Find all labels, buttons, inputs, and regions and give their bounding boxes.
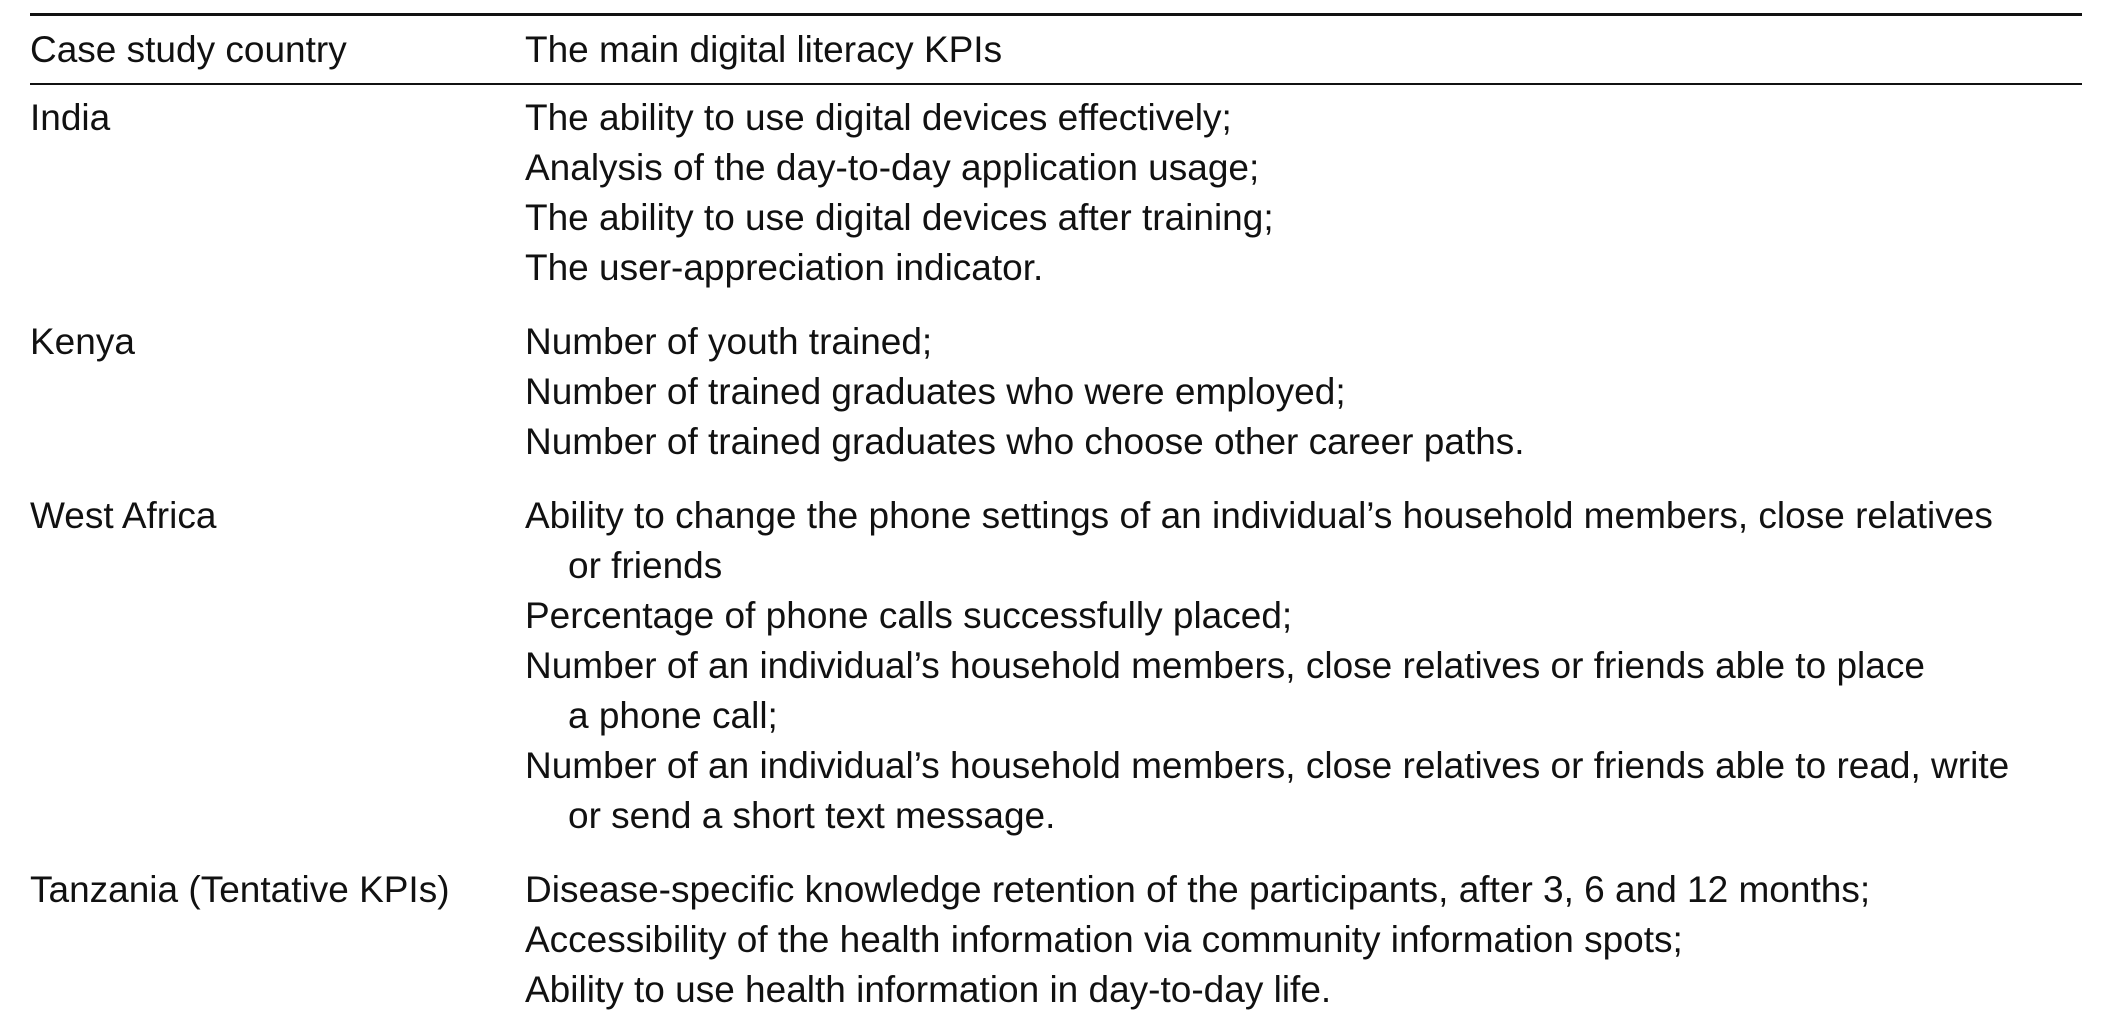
kpi-line: The ability to use digital devices after training; xyxy=(525,197,1274,238)
kpi-line: Analysis of the day-to-day application usage; xyxy=(525,147,1260,188)
kpi-line: Number of an individual’s household members, close relatives or friends able to place xyxy=(525,645,1925,686)
kpi-line: Accessibility of the health information via community information spots; xyxy=(525,919,1683,960)
kpi-cell xyxy=(525,317,2082,467)
table-header-row xyxy=(30,16,2082,83)
kpi-line: Number of an individual’s household members, close relatives or friends able to read, write xyxy=(525,745,2010,786)
country-cell: India xyxy=(30,97,111,138)
header-case-study-country: Case study country xyxy=(30,28,347,70)
kpi-cell xyxy=(525,491,2082,841)
table-row xyxy=(30,491,2082,841)
table-row xyxy=(30,317,2082,467)
kpi-line: Ability to use health information in day-to-day life. xyxy=(525,969,1332,1010)
kpi-cell xyxy=(525,93,2082,293)
country-cell: Kenya xyxy=(30,321,135,362)
kpi-table xyxy=(30,13,2082,1015)
table-body xyxy=(30,93,2082,1015)
header-main-kpis: The main digital literacy KPIs xyxy=(525,28,1003,70)
kpi-line: Number of youth trained; xyxy=(525,321,933,362)
kpi-line: a phone call; xyxy=(568,695,778,736)
table-row xyxy=(30,93,2082,293)
kpi-line: The user-appreciation indicator. xyxy=(525,247,1044,288)
kpi-line: Number of trained graduates who choose other career paths. xyxy=(525,421,1525,462)
kpi-line: or friends xyxy=(568,545,723,586)
kpi-line: Number of trained graduates who were employed; xyxy=(525,371,1346,412)
country-cell: Tanzania (Tentative KPIs) xyxy=(30,869,450,910)
kpi-line: The ability to use digital devices effectively; xyxy=(525,97,1232,138)
kpi-line: Ability to change the phone settings of an individual’s household members, close relatives xyxy=(525,495,1993,536)
country-cell: West Africa xyxy=(30,495,217,536)
kpi-line: or send a short text message. xyxy=(568,795,1056,836)
kpi-line: Disease-specific knowledge retention of the participants, after 3, 6 and 12 months; xyxy=(525,869,1871,910)
kpi-line: Percentage of phone calls successfully placed; xyxy=(525,595,1293,636)
